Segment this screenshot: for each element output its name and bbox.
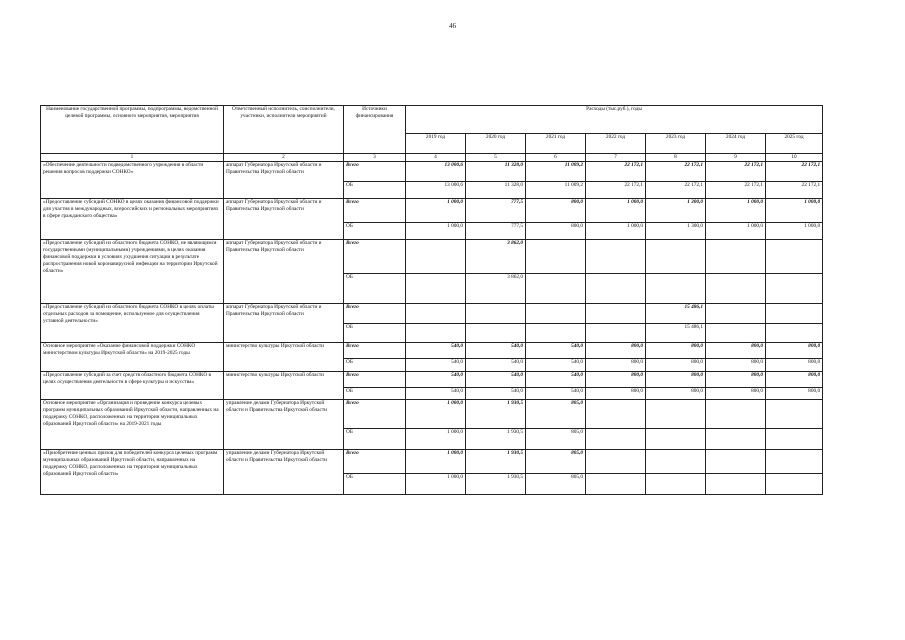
value-ob xyxy=(646,429,706,450)
value-total: 540,0 xyxy=(406,343,466,359)
column-number: 1 xyxy=(41,154,224,162)
value-total xyxy=(586,304,646,324)
value-ob xyxy=(646,474,706,495)
value-total: 800,0 xyxy=(646,372,706,388)
value-total: 1 930,5 xyxy=(466,400,526,429)
header-year: 2020 год xyxy=(466,134,526,154)
column-number: 4 xyxy=(406,154,466,162)
value-total: 540,0 xyxy=(466,372,526,388)
column-number: 7 xyxy=(586,154,646,162)
source-ob: ОБ xyxy=(344,429,406,450)
value-total: 1 000,0 xyxy=(406,199,466,223)
value-ob: 805,0 xyxy=(526,429,586,450)
value-total xyxy=(646,400,706,429)
row-name: «Предоставление субсидий из областного бюджета СОНКО в целях оплаты отдельных расходов за помещение, используемое для осуществления уставной деятельности» xyxy=(41,304,224,343)
value-ob: 777,5 xyxy=(466,223,526,240)
value-ob xyxy=(766,324,823,343)
value-ob xyxy=(586,429,646,450)
header-year: 2025 год xyxy=(766,134,823,154)
value-total: 11 328,0 xyxy=(466,162,526,182)
table-row xyxy=(41,162,823,182)
value-total: 1 000,0 xyxy=(406,400,466,429)
source-ob: ОБ xyxy=(344,474,406,495)
value-ob: 805,0 xyxy=(526,474,586,495)
value-total: 1 000,0 xyxy=(766,199,823,223)
header-year: 2023 год xyxy=(646,134,706,154)
source-total: Всего xyxy=(344,304,406,324)
value-ob xyxy=(766,429,823,450)
source-total: Всего xyxy=(344,343,406,359)
row-responsible: аппарат Губернатора Иркутской области и Правительства Иркутской области xyxy=(224,162,344,199)
column-number: 3 xyxy=(344,154,406,162)
value-total: 540,0 xyxy=(526,372,586,388)
page-number: 46 xyxy=(449,22,456,30)
row-name: Основное мероприятие «Организация и проведение конкурса целевых программ муниципальных образований Иркутской области, направленных на поддержку СОНКО, расположенных на территории муниципальных образований Иркутской области» на 2019-2021 годы xyxy=(41,400,224,450)
value-ob xyxy=(766,274,823,304)
value-ob: 1 930,5 xyxy=(466,474,526,495)
value-ob: 540,0 xyxy=(406,359,466,372)
value-ob xyxy=(586,324,646,343)
value-total: 800,0 xyxy=(586,343,646,359)
row-responsible: аппарат Губернатора Иркутской области и Правительства Иркутской области xyxy=(224,304,344,343)
value-ob: 1 930,5 xyxy=(466,429,526,450)
value-ob: 11 328,0 xyxy=(466,182,526,199)
value-total xyxy=(406,304,466,324)
value-ob: 800,0 xyxy=(586,388,646,400)
value-total: 800,0 xyxy=(586,372,646,388)
value-ob: 1 000,0 xyxy=(406,223,466,240)
value-total: 800,0 xyxy=(706,343,766,359)
value-ob xyxy=(646,274,706,304)
source-total: Всего xyxy=(344,372,406,388)
value-ob xyxy=(766,474,823,495)
value-total xyxy=(766,304,823,324)
value-total: 22 172,1 xyxy=(646,162,706,182)
value-total: 540,0 xyxy=(406,372,466,388)
table-row xyxy=(41,199,823,223)
value-ob: 800,0 xyxy=(646,388,706,400)
value-ob: 800,0 xyxy=(586,359,646,372)
value-ob: 22 172,1 xyxy=(586,182,646,199)
value-total: 11 009,2 xyxy=(526,162,586,182)
source-total: Всего xyxy=(344,240,406,274)
row-responsible: министерство культуры Иркутской области xyxy=(224,372,344,400)
value-total xyxy=(526,240,586,274)
header-source: Источники финансирования xyxy=(344,106,406,154)
value-ob: 13 000,6 xyxy=(406,182,466,199)
value-total: 22 172,1 xyxy=(706,162,766,182)
value-ob: 1 000,0 xyxy=(586,223,646,240)
value-ob xyxy=(526,324,586,343)
value-total xyxy=(586,240,646,274)
value-total: 1 000,0 xyxy=(586,199,646,223)
value-total xyxy=(766,400,823,429)
value-ob: 11 009,2 xyxy=(526,182,586,199)
value-total: 15 486,1 xyxy=(646,304,706,324)
value-ob xyxy=(406,274,466,304)
value-ob: 15 486,1 xyxy=(646,324,706,343)
row-name: Основное мероприятие «Оказание финансовой поддержки СОНКО министерством культуры Иркутской области» на 2019-2025 годы xyxy=(41,343,224,372)
row-name: «Предоставление субсидий СОНКО в целях оказания финансовой поддержки для участия в международных, всероссийских и региональных мероприятиях в сфере гражданского общества» xyxy=(41,199,224,240)
value-total xyxy=(706,240,766,274)
value-total xyxy=(586,400,646,429)
value-total: 800,0 xyxy=(646,343,706,359)
source-ob: ОБ xyxy=(344,182,406,199)
value-total: 777,5 xyxy=(466,199,526,223)
value-total xyxy=(466,304,526,324)
value-total xyxy=(646,240,706,274)
value-ob: 540,0 xyxy=(526,388,586,400)
value-ob: 1 000,0 xyxy=(706,223,766,240)
table-row xyxy=(41,343,823,359)
value-ob: 22 172,1 xyxy=(706,182,766,199)
row-responsible: аппарат Губернатора Иркутской области и Правительства Иркутской области xyxy=(224,199,344,240)
value-total: 800,0 xyxy=(766,343,823,359)
value-ob xyxy=(406,324,466,343)
value-ob: 800,0 xyxy=(766,388,823,400)
value-total xyxy=(706,450,766,474)
value-total: 22 172,1 xyxy=(586,162,646,182)
value-ob xyxy=(466,324,526,343)
value-total: 22 172,1 xyxy=(766,162,823,182)
column-number: 9 xyxy=(706,154,766,162)
value-ob: 1 000,0 xyxy=(406,474,466,495)
header-year: 2022 год xyxy=(586,134,646,154)
value-total xyxy=(706,304,766,324)
value-total: 1 300,0 xyxy=(646,199,706,223)
column-number: 10 xyxy=(766,154,823,162)
value-ob: 800,0 xyxy=(706,388,766,400)
row-name: «Обеспечение деятельности подведомственного учреждения в области решения вопросов поддержки СОНКО» xyxy=(41,162,224,199)
value-total: 1 000,0 xyxy=(406,450,466,474)
value-total: 800,0 xyxy=(526,199,586,223)
value-total: 1 000,0 xyxy=(706,199,766,223)
value-ob: 540,0 xyxy=(526,359,586,372)
value-ob: 800,0 xyxy=(706,359,766,372)
value-ob: 800,0 xyxy=(646,359,706,372)
value-total xyxy=(646,450,706,474)
table-row xyxy=(41,372,823,388)
column-number: 2 xyxy=(224,154,344,162)
value-ob xyxy=(706,474,766,495)
value-ob xyxy=(706,429,766,450)
value-total: 540,0 xyxy=(526,343,586,359)
value-total: 540,0 xyxy=(466,343,526,359)
value-ob: 22 172,1 xyxy=(646,182,706,199)
row-responsible: аппарат Губернатора Иркутской области и Правительства Иркутской области xyxy=(224,240,344,304)
source-total: Всего xyxy=(344,199,406,223)
value-total: 1 930,5 xyxy=(466,450,526,474)
value-total xyxy=(526,304,586,324)
value-total: 13 000,6 xyxy=(406,162,466,182)
value-total: 800,0 xyxy=(706,372,766,388)
row-responsible: управление делами Губернатора Иркутской области и Правительства Иркутской области xyxy=(224,400,344,450)
value-total xyxy=(706,400,766,429)
table-row xyxy=(41,304,823,324)
budget-table xyxy=(40,105,823,495)
table-row xyxy=(41,240,823,274)
value-ob xyxy=(526,274,586,304)
value-ob: 1 000,0 xyxy=(406,429,466,450)
row-responsible: министерство культуры Иркутской области xyxy=(224,343,344,372)
row-name: «Приобретение ценных призов для победителей конкурса целевых программ муниципальных образований Иркутской области, направленных на поддержку СОНКО, расположенных на территории муниципальных образований Иркутской области» xyxy=(41,450,224,495)
value-total: 805,0 xyxy=(526,450,586,474)
row-name: «Предоставление субсидий за счет средств областного бюджета СОНКО в целях осуществления деятельности в сфере культуры и искусства» xyxy=(41,372,224,400)
source-ob: ОБ xyxy=(344,324,406,343)
value-ob: 800,0 xyxy=(526,223,586,240)
header-name: Наименование государственной программы, подпрограммы, ведомственной целевой программы, основного мероприятия, мероприятия xyxy=(41,106,224,154)
value-ob: 540,0 xyxy=(406,388,466,400)
value-ob: 22 172,1 xyxy=(766,182,823,199)
value-total: 800,0 xyxy=(766,372,823,388)
header-year: 2019 год xyxy=(406,134,466,154)
table-row xyxy=(41,400,823,429)
row-responsible: управление делами Губернатора Иркутской области и Правительства Иркутской области xyxy=(224,450,344,495)
value-ob xyxy=(586,274,646,304)
value-total xyxy=(586,450,646,474)
source-total: Всего xyxy=(344,450,406,474)
value-total: 3 862,0 xyxy=(466,240,526,274)
header-expenses: Расходы (тыс.руб.), годы xyxy=(406,106,823,134)
source-total: Всего xyxy=(344,162,406,182)
value-ob: 800,0 xyxy=(766,359,823,372)
source-total: Всего xyxy=(344,400,406,429)
value-total xyxy=(766,240,823,274)
value-total xyxy=(766,450,823,474)
table-row xyxy=(41,450,823,474)
row-name: «Предоставление субсидий из областного бюджета СОНКО, не являющимся государственными (муниципальными) учреждениями, в целях оказания финансовой поддержки в условиях ухудшения ситуации в результате распространения новой коронавирусной инфекции на территории Иркутской области» xyxy=(41,240,224,304)
column-number: 5 xyxy=(466,154,526,162)
header-year: 2024 год xyxy=(706,134,766,154)
column-number: 6 xyxy=(526,154,586,162)
value-ob: 3 862,0 xyxy=(466,274,526,304)
source-ob: ОБ xyxy=(344,223,406,240)
value-ob xyxy=(586,474,646,495)
value-ob: 1 300,0 xyxy=(646,223,706,240)
source-ob: ОБ xyxy=(344,274,406,304)
source-ob: ОБ xyxy=(344,359,406,372)
source-ob: ОБ xyxy=(344,388,406,400)
header-year: 2021 год xyxy=(526,134,586,154)
value-total: 805,0 xyxy=(526,400,586,429)
value-ob: 1 000,0 xyxy=(766,223,823,240)
column-number: 8 xyxy=(646,154,706,162)
value-ob xyxy=(706,274,766,304)
value-total xyxy=(406,240,466,274)
header-responsible: Ответственный исполнитель, соисполнители, участники, исполнители мероприятий xyxy=(224,106,344,154)
value-ob: 540,0 xyxy=(466,388,526,400)
value-ob: 540,0 xyxy=(466,359,526,372)
value-ob xyxy=(706,324,766,343)
